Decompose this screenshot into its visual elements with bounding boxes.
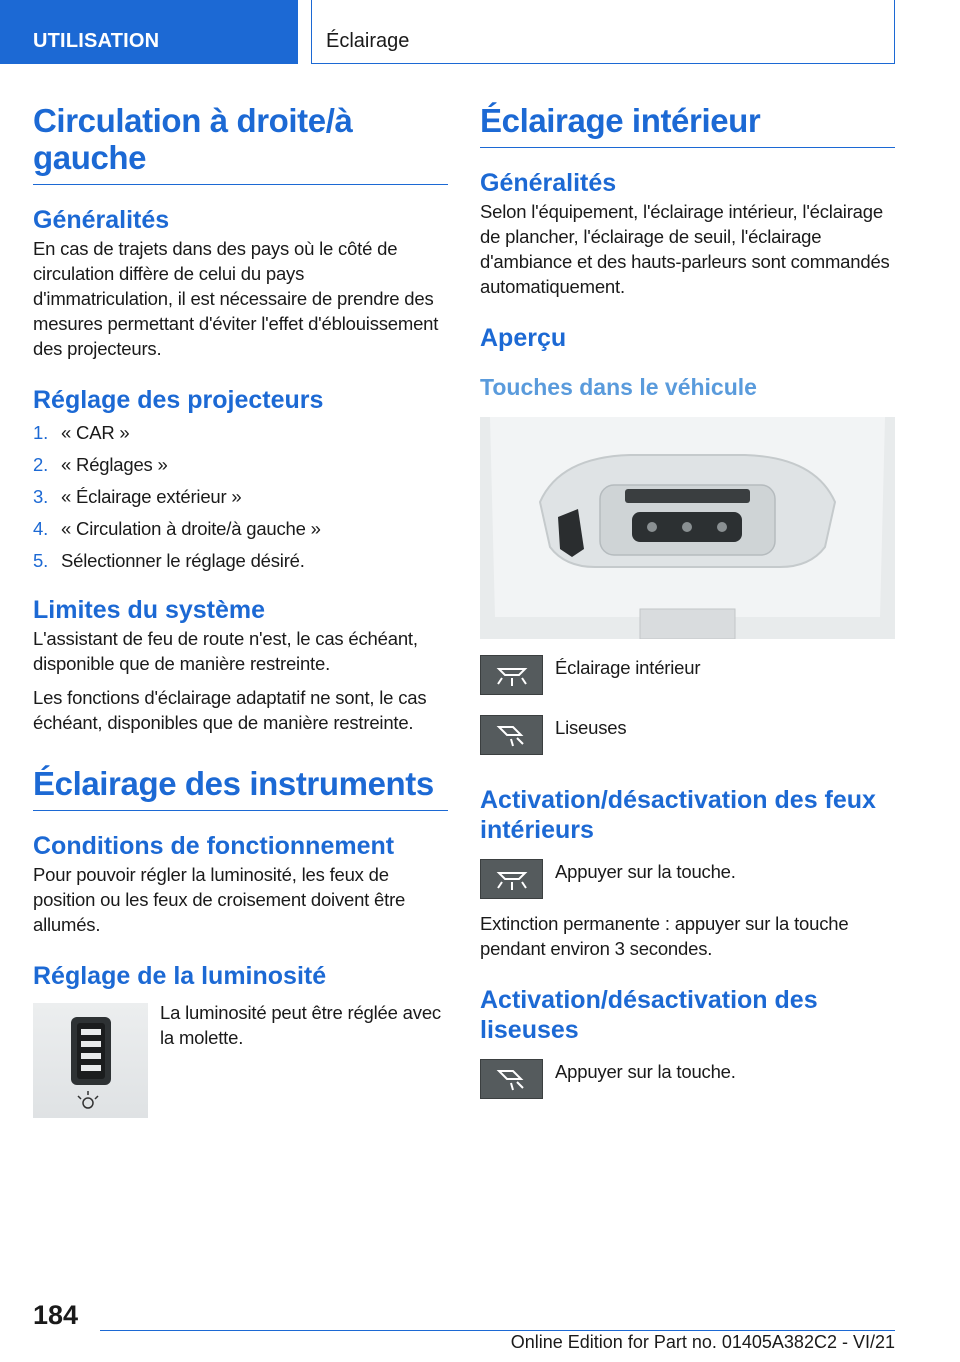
label-reading-light: Liseuses xyxy=(555,717,627,738)
interior-light-icon xyxy=(480,859,543,899)
step-item: 4. « Circulation à droite/à gauche » xyxy=(33,518,321,539)
heading-generalites-right: Généralités xyxy=(480,169,617,197)
text-activation-feux-icon: Appuyer sur la touche. xyxy=(555,861,736,882)
overhead-console-photo xyxy=(480,417,895,639)
footer-edition: Online Edition for Part no. 01405A382C2 - VI/21 xyxy=(510,1332,895,1352)
interior-light-icon xyxy=(480,655,543,695)
right-column xyxy=(480,102,895,1099)
reading-light-icon xyxy=(480,715,543,755)
luminosite-block xyxy=(33,1003,448,1118)
heading-activation-liseuses: Activation/désactivation des liseuses xyxy=(480,986,818,1044)
subheading-touches: Touches dans le véhicule xyxy=(480,374,757,400)
step-item: 5. Sélectionner le réglage désiré. xyxy=(33,550,305,571)
page-number: 184 xyxy=(33,1300,79,1330)
reading-light-icon xyxy=(480,1059,543,1099)
heading-luminosite: Réglage de la luminosité xyxy=(33,962,327,990)
step-item: 1. « CAR » xyxy=(33,422,130,443)
text-generalites-left: En cas de trajets dans des pays où le côté de circulation diffère de celui du pays d'immatriculation, il est nécessaire de prendre des mesures permettant d'éviter l'effet d'éblouissement des projecteurs. xyxy=(33,238,439,359)
text-limites-1: L'assistant de feu de route n'est, le cas échéant, disponible que de manière restreinte. xyxy=(33,628,418,674)
dimmer-wheel-image xyxy=(33,1003,148,1118)
text-limites-2: Les fonctions d'éclairage adaptatif ne sont, le cas échéant, disponibles que de manière restreinte. xyxy=(33,687,427,733)
icon-row-activation-liseuses xyxy=(480,1059,895,1099)
step-item: 3. « Éclairage extérieur » xyxy=(33,486,242,507)
header-section-label: UTILISATION xyxy=(33,30,160,52)
text-extinction-permanente: Extinction permanente : appuyer sur la touche pendant environ 3 secondes. xyxy=(480,913,849,959)
title-eclairage-interieur: Éclairage intérieur xyxy=(480,102,895,148)
steps-list xyxy=(33,417,448,577)
heading-conditions: Conditions de fonctionnement xyxy=(33,832,395,860)
heading-reglage-projecteurs: Réglage des projecteurs xyxy=(33,386,324,414)
heading-activation-feux: Activation/désactivation des feux intérieurs xyxy=(480,786,876,844)
heading-limites: Limites du système xyxy=(33,596,266,624)
icon-row-reading-light xyxy=(480,715,895,755)
icon-row-activation-feux xyxy=(480,859,895,899)
text-luminosite: La luminosité peut être réglée avec la molette. xyxy=(160,1002,441,1048)
title-circulation: Circulation à droite/à gauche xyxy=(33,102,448,185)
heading-apercu: Aperçu xyxy=(480,324,567,352)
step-item: 2. « Réglages » xyxy=(33,454,168,475)
text-generalites-right: Selon l'équipement, l'éclairage intérieur, l'éclairage de plancher, l'éclairage de seuil, l'éclairage d'ambiance et des hauts-parleurs sont commandés automatiquement. xyxy=(480,201,890,297)
footer-divider xyxy=(100,1330,895,1331)
heading-generalites-left: Généralités xyxy=(33,206,170,234)
header-topic-box xyxy=(311,0,895,64)
header-topic-label: Éclairage xyxy=(326,30,410,52)
title-instruments: Éclairage des instruments xyxy=(33,765,448,811)
left-column xyxy=(33,102,448,1118)
header-section-tab xyxy=(0,0,298,64)
label-interior-light: Éclairage intérieur xyxy=(555,657,701,678)
text-activation-liseuses-icon: Appuyer sur la touche. xyxy=(555,1061,736,1082)
text-conditions: Pour pouvoir régler la luminosité, les feux de position ou les feux de croisement doivent être allumés. xyxy=(33,864,406,935)
icon-row-interior-light xyxy=(480,655,895,695)
